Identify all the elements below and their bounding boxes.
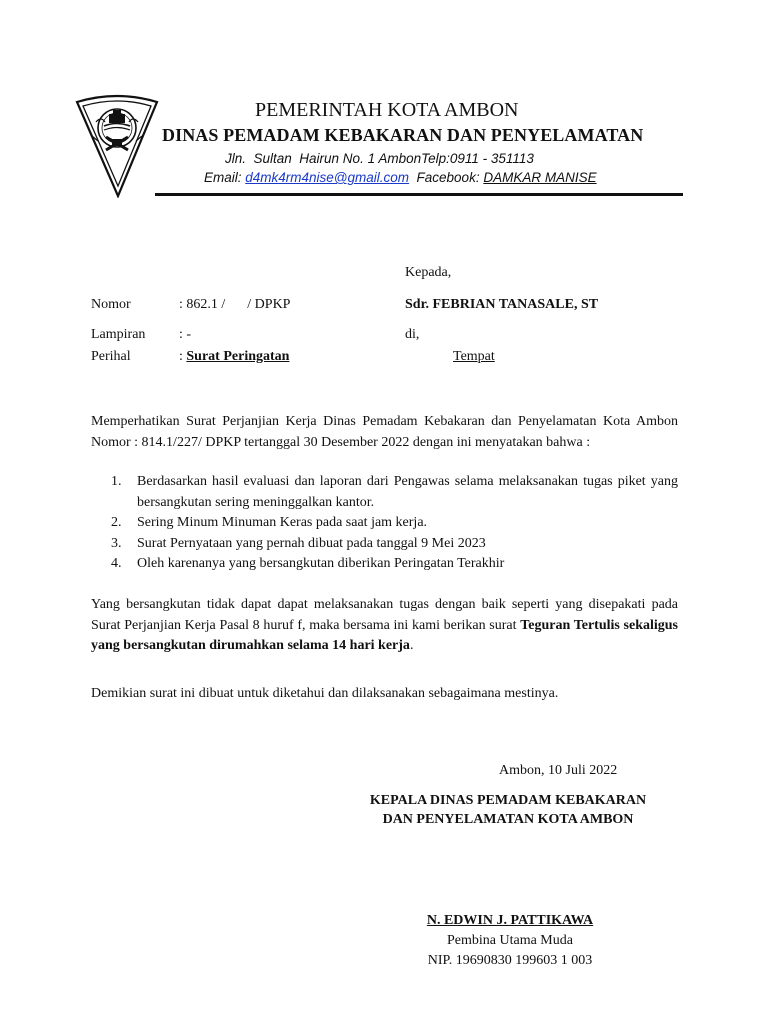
decision-paragraph [91, 595, 678, 657]
nomor-prefix: : 862.1 / [179, 297, 226, 312]
letterhead-government: PEMERINTAH KOTA AMBON [255, 99, 519, 121]
letterhead-divider [155, 193, 683, 196]
signer-title-line2: DAN PENYELAMATAN KOTA AMBON [382, 812, 634, 827]
list-item-text: Berdasarkan hasil evaluasi dan laporan dari Pengawas selama melaksanakan tugas piket yang bersangkutan sering meninggalkan kantor. [137, 474, 678, 510]
list-item-number: 4. [111, 556, 122, 571]
facebook-label: Facebook: [409, 170, 484, 185]
tempat-label: Tempat [453, 349, 495, 364]
list-item-number: 3. [111, 535, 122, 551]
email-label: Email: [204, 170, 246, 185]
decision-text: Yang bersangkutan tidak dapat dapat melaksanakan tugas dengan baik seperti yang disepakati pada Surat Perjanjian Kerja Pasal 8 huruf f, maka bersama ini kami berikan surat [91, 597, 678, 633]
email-link[interactable]: d4mk4rm4nise@gmail.com [245, 170, 410, 185]
signer-name: N. EDWIN J. PATTIKAWA [426, 913, 594, 928]
nomor-suffix: / DPKP [247, 297, 291, 312]
perihal-value [179, 349, 289, 365]
list-item-text: Oleh karenanya yang bersangkutan diberikan Peringatan Terakhir [137, 556, 505, 571]
recipient-name: Sdr. FEBRIAN TANASALE, ST [405, 297, 599, 312]
nomor-label: Nomor [91, 297, 131, 312]
signer-title-line1: KEPALA DINAS PEMADAM KEBAKARAN [369, 793, 647, 808]
intro-paragraph: Memperhatikan Surat Perjanjian Kerja Dinas Pemadam Kebakaran dan Penyelamatan Kota Ambon Nomor : 814.1/227/ DPKP tertanggal 30 Desember 2022 dengan ini menyatakan bahwa : [91, 414, 678, 450]
lampiran-value: : - [179, 327, 192, 342]
decision-end: . [409, 638, 414, 653]
letterhead-address: Jln. Sultan Hairun No. 1 AmbonTelp:0911 - 351113 [225, 151, 534, 166]
closing-paragraph: Demikian surat ini dibuat untuk diketahui dan dilaksanakan sebagaimana mestinya. [91, 686, 559, 701]
signer-rank: Pembina Utama Muda [447, 933, 573, 948]
list-item-number: 1. [111, 474, 122, 489]
letterhead-department: DINAS PEMADAM KEBAKARAN DAN PENYELAMATAN [162, 125, 644, 145]
letterhead-contact [204, 170, 597, 185]
list-item-text: Sering Minum Minuman Keras pada saat jam kerja. [137, 515, 428, 530]
decision-bold: Teguran Tertulis sekaligus yang bersangkutan dirumahkan selama 14 hari kerja [91, 617, 678, 653]
list-item [91, 513, 678, 534]
reasons-list [91, 472, 678, 575]
nomor-value [179, 297, 290, 313]
list-item [91, 534, 678, 555]
lampiran-label: Lampiran [91, 327, 146, 342]
city-emblem-icon [74, 92, 160, 198]
list-item-number: 2. [111, 515, 122, 530]
kepada-label: Kepada, [405, 265, 452, 280]
facebook-link[interactable]: DAMKAR MANISE [483, 170, 597, 185]
perihal-subject: Surat Peringatan [186, 349, 290, 364]
list-item [91, 554, 678, 575]
place-date: Ambon, 10 Juli 2022 [499, 763, 618, 778]
di-label: di, [405, 327, 420, 342]
perihal-colon: : [179, 349, 187, 364]
list-item-text: Surat Pernyataan yang pernah dibuat pada tanggal 9 Mei 2023 [137, 535, 486, 551]
perihal-label: Perihal [91, 349, 131, 364]
signer-nip: NIP. 19690830 199603 1 003 [427, 953, 593, 968]
list-item [91, 472, 678, 513]
